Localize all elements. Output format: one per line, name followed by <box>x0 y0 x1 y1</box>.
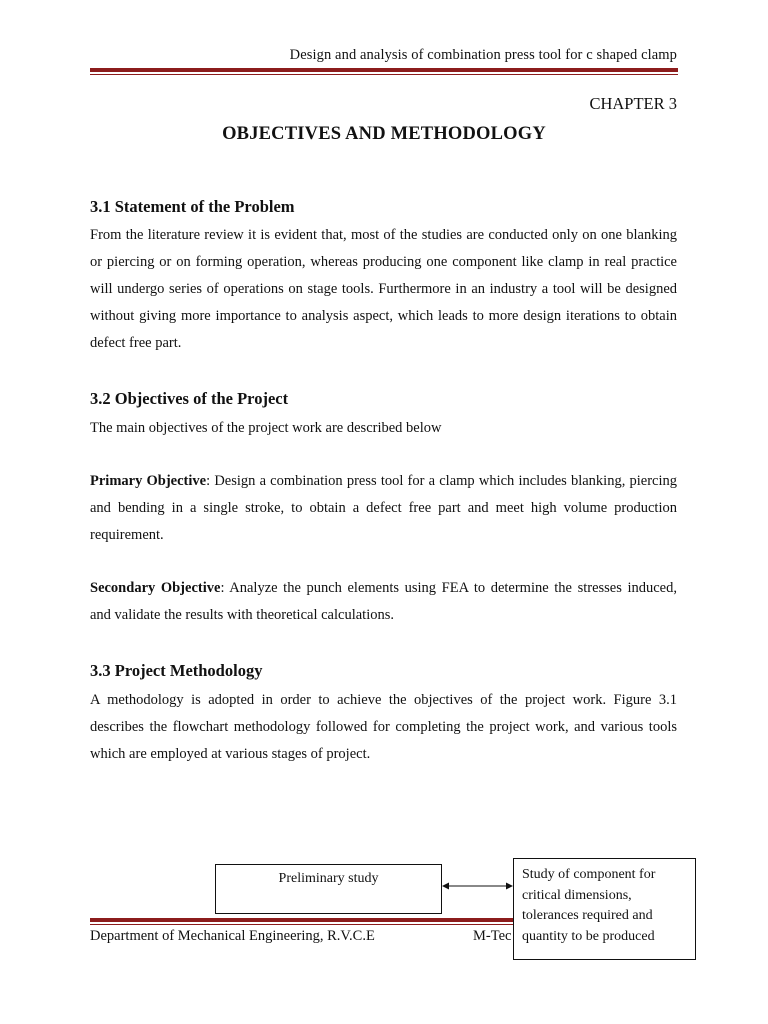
footer-department: Department of Mechanical Engineering, R.V.C.E <box>90 928 375 944</box>
section-heading-objectives: 3.2 Objectives of the Project <box>90 389 289 408</box>
chapter-label: CHAPTER 3 <box>589 94 677 113</box>
header-rule <box>90 68 678 72</box>
study-line-2: critical dimensions, <box>522 887 632 903</box>
chapter-title: OBJECTIVES AND METHODOLOGY <box>222 124 546 144</box>
study-line-3: tolerances required and <box>522 908 653 923</box>
secondary-objective-label: Secondary Objective <box>90 580 221 596</box>
study-line-4: quantity to be produced <box>522 928 655 944</box>
problem-paragraph: From the literature review it is evident that, most of the studies are conducted only on one blanking or piercing or on forming operation, whereas producing one component like clamp in real practice will undergo series of operations on stage tools. Furthermore in an industry a tool will be designed without giving more importance to analysis aspect, which leads to more design iterations to obtain defect free part. <box>90 227 677 351</box>
section-heading-methodology: 3.3 Project Methodology <box>90 661 263 680</box>
footer-program: M-Tec <box>473 928 512 944</box>
flowchart-box-preliminary-study: Preliminary study <box>215 864 442 914</box>
arrow-head-left <box>442 883 449 890</box>
flowchart-box-component-study <box>513 858 696 960</box>
primary-objective-text: : Design a combination press tool for a clamp which includes blanking, piercing and bending in a single stroke, to obtain a defect free part and meet high volume production requirement. <box>90 473 678 543</box>
primary-objective-paragraph <box>90 468 677 549</box>
methodology-paragraph: A methodology is adopted in order to achieve the objectives of the project work. Figure 3.1 describes the flowchart methodology followed for completing the project work, and various tools which are employed at various stages of project. <box>90 692 677 762</box>
primary-objective-label: Primary Objective <box>90 473 207 489</box>
arrow-head-right <box>506 883 513 890</box>
objectives-intro: The main objectives of the project work are described below <box>90 420 442 436</box>
secondary-objective-text: : Analyze the punch elements using FEA to determine the stresses induced, and validate the results with theoretical calculations. <box>90 580 677 623</box>
running-header: Design and analysis of combination press tool for c shaped clamp <box>289 47 677 63</box>
section-heading-problem: 3.1 Statement of the Problem <box>90 197 295 216</box>
study-line-1: Study of component for <box>522 867 656 882</box>
flowchart-double-arrow <box>442 880 513 892</box>
secondary-objective-paragraph <box>90 575 677 629</box>
